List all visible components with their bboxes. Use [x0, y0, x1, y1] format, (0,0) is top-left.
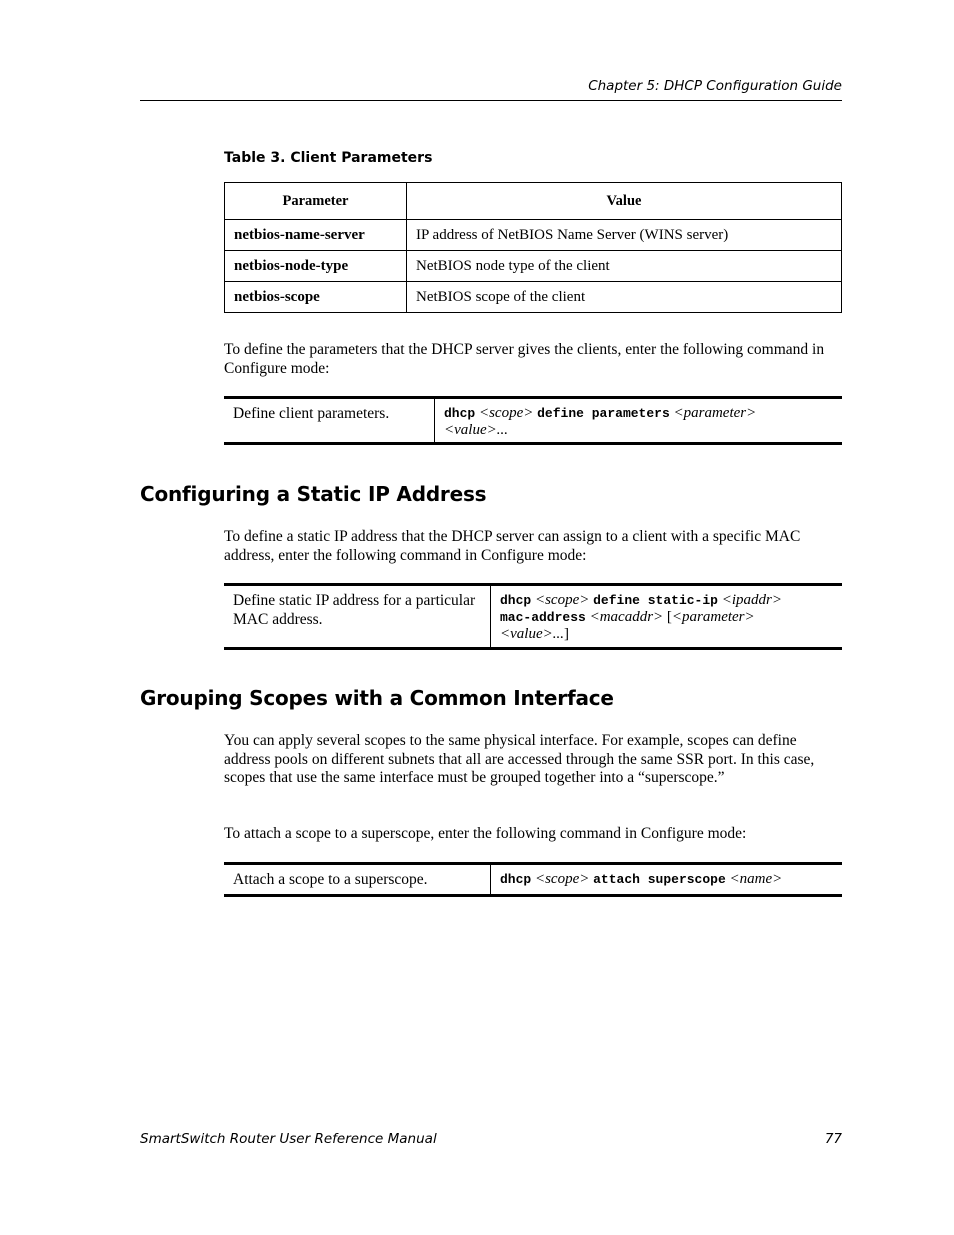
- command-keyword: dhcp: [500, 593, 532, 608]
- command-argument: <name>: [729, 871, 783, 887]
- footer-manual-title: SmartSwitch Router User Reference Manual: [140, 1131, 437, 1147]
- column-header-value: Value: [407, 183, 842, 220]
- table-header-row: [225, 183, 842, 220]
- command-keyword: attach superscope: [593, 872, 726, 887]
- table-row: [225, 220, 842, 251]
- command-description: Define static IP address for a particular MAC address.: [224, 586, 491, 647]
- grouping-paragraph: You can apply several scopes to the same physical interface. For example, scopes can define address pools on different subnets that all are accessed through the same SSR port. In this case, scopes that use the same interface must be grouped together into a “superscope.”: [224, 732, 815, 786]
- static-ip-command-box: [224, 583, 842, 650]
- table-row: [225, 282, 842, 313]
- command-argument: <parameter>: [671, 609, 755, 625]
- static-ip-paragraph: To define a static IP address that the DHCP server can assign to a client with a specific MAC address, enter the following command in Configure mode:: [224, 528, 801, 564]
- section-heading-grouping-scopes: Grouping Scopes with a Common Interface: [140, 686, 614, 710]
- attach-superscope-command-box: [224, 862, 842, 897]
- value-cell: IP address of NetBIOS Name Server (WINS server): [407, 220, 842, 251]
- command-keyword: mac-address: [500, 610, 586, 625]
- command-argument: <scope>: [534, 871, 590, 887]
- command-keyword: define parameters: [537, 406, 670, 421]
- command-argument: <scope>: [534, 592, 590, 608]
- define-params-command-box: [224, 396, 842, 445]
- command-description: Define client parameters.: [224, 399, 435, 442]
- parameter-cell: netbios-name-server: [225, 220, 407, 251]
- command-argument: <scope>: [478, 405, 534, 421]
- command-keyword: dhcp: [500, 872, 532, 887]
- parameter-cell: netbios-node-type: [225, 251, 407, 282]
- command-argument: <parameter>: [673, 405, 757, 421]
- table-caption: Table 3. Client Parameters: [224, 150, 433, 166]
- optional-bracket-open: [: [666, 609, 672, 625]
- table-row: [225, 251, 842, 282]
- client-parameters-table: [224, 182, 842, 313]
- running-header: Chapter 5: DHCP Configuration Guide: [588, 78, 842, 94]
- value-cell: NetBIOS node type of the client: [407, 251, 842, 282]
- command-syntax: [491, 865, 791, 894]
- footer-page-number: 77: [824, 1131, 842, 1147]
- header-rule: [140, 100, 842, 101]
- parameter-cell: netbios-scope: [225, 282, 407, 313]
- command-argument: <value>...: [444, 422, 508, 438]
- command-keyword: dhcp: [444, 406, 476, 421]
- command-syntax: [435, 399, 765, 442]
- value-cell: NetBIOS scope of the client: [407, 282, 842, 313]
- section-heading-static-ip: Configuring a Static IP Address: [140, 482, 487, 506]
- command-argument: <value>...: [500, 626, 564, 642]
- optional-bracket-close: ]: [563, 626, 569, 642]
- attach-superscope-intro-paragraph: To attach a scope to a superscope, enter the following command in Configure mode:: [224, 825, 747, 842]
- command-argument: <ipaddr>: [721, 592, 782, 608]
- column-header-parameter: Parameter: [225, 183, 407, 220]
- command-keyword: define static-ip: [593, 593, 718, 608]
- intro-define-params-paragraph: To define the parameters that the DHCP server gives the clients, enter the following command in Configure mode:: [224, 341, 825, 377]
- command-syntax: [491, 586, 791, 647]
- command-argument: <macaddr>: [589, 609, 664, 625]
- command-description: Attach a scope to a superscope.: [224, 865, 491, 894]
